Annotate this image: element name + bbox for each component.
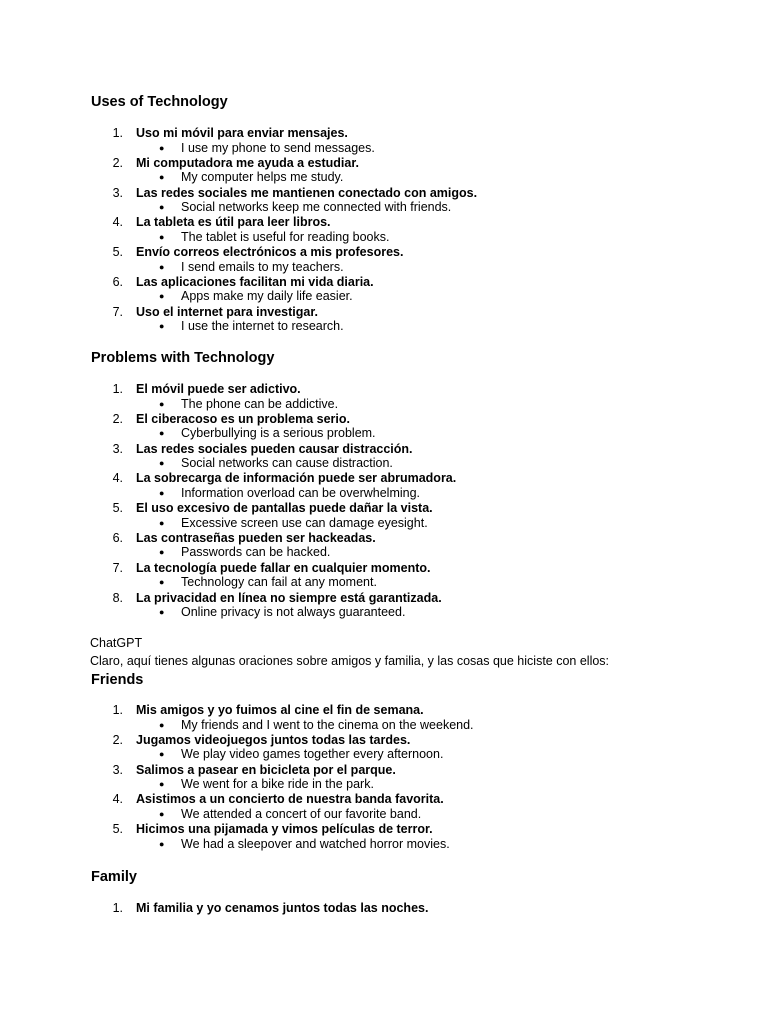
english-translation: We had a sleepover and watched horror movies. (181, 836, 450, 851)
list-number: 7. (112, 560, 123, 575)
list-number: 5. (112, 245, 123, 260)
bullet-icon: ● (159, 172, 165, 183)
bullet-icon: ● (159, 321, 165, 332)
list-item (0, 763, 768, 793)
list-item (0, 275, 768, 305)
list-number: 6. (112, 274, 123, 289)
bullet-icon: ● (159, 291, 165, 302)
english-translation: We play video games together every afternoon. (181, 747, 444, 762)
spanish-sentence: Las aplicaciones facilitan mi vida diaria. (136, 274, 374, 289)
problems-list (0, 382, 768, 620)
english-translation: My friends and I went to the cinema on the weekend. (181, 717, 474, 732)
list-item (0, 215, 768, 245)
bullet-icon: ● (159, 749, 165, 760)
bullet-icon: ● (159, 428, 165, 439)
list-item (0, 591, 768, 621)
spanish-sentence: Las redes sociales pueden causar distracción. (136, 441, 413, 456)
english-translation: Excessive screen use can damage eyesight. (181, 515, 428, 530)
spanish-sentence: Uso mi móvil para enviar mensajes. (136, 126, 348, 140)
spanish-sentence: Envío correos electrónicos a mis profesores. (136, 245, 404, 260)
bullet-icon: ● (159, 458, 165, 469)
section-title-uses: Uses of Technology (91, 94, 228, 110)
english-translation: Social networks keep me connected with friends. (181, 200, 452, 215)
spanish-sentence: Mi familia y yo cenamos juntos todas las noches. (136, 901, 429, 915)
list-number: 1. (112, 382, 123, 396)
list-item (0, 245, 768, 275)
list-number: 7. (112, 304, 123, 319)
english-translation: We attended a concert of our favorite band. (181, 806, 422, 821)
spanish-sentence: Hicimos una pijamada y vimos películas de terror. (136, 822, 433, 837)
list-item (0, 901, 768, 931)
list-number: 1. (112, 126, 123, 140)
bullet-icon: ● (159, 577, 165, 588)
english-translation: The phone can be addictive. (181, 396, 339, 411)
spanish-sentence: Uso el internet para investigar. (136, 304, 319, 319)
english-translation: We went for a bike ride in the park. (181, 777, 374, 792)
list-item (0, 561, 768, 591)
list-number: 5. (112, 501, 123, 516)
list-number: 3. (112, 185, 123, 200)
bullet-icon: ● (159, 202, 165, 213)
english-translation: I send emails to my teachers. (181, 259, 344, 274)
bullet-icon: ● (159, 808, 165, 819)
list-item (0, 186, 768, 216)
list-item (0, 442, 768, 472)
english-translation: The tablet is useful for reading books. (181, 229, 390, 244)
list-item (0, 733, 768, 763)
spanish-sentence: La tableta es útil para leer libros. (136, 215, 331, 230)
list-item (0, 471, 768, 501)
section-title-family: Family (91, 869, 137, 885)
bullet-icon: ● (159, 142, 165, 153)
spanish-sentence: El uso excesivo de pantallas puede dañar la vista. (136, 501, 433, 516)
section-title-problems: Problems with Technology (91, 350, 275, 366)
spanish-sentence: La privacidad en línea no siempre está garantizada. (136, 590, 442, 605)
english-translation: Information overload can be overwhelming. (181, 485, 421, 500)
list-item (0, 412, 768, 442)
bullet-icon: ● (159, 607, 165, 618)
list-number: 4. (112, 792, 123, 807)
english-translation: Technology can fail at any moment. (181, 575, 377, 590)
english-translation: Social networks can cause distraction. (181, 456, 393, 471)
bullet-icon: ● (159, 517, 165, 528)
spanish-sentence: Jugamos videojuegos juntos todas las tardes. (136, 732, 411, 747)
spanish-sentence: Asistimos a un concierto de nuestra banda favorita. (136, 792, 444, 807)
list-number: 4. (112, 471, 123, 486)
spanish-sentence: Salimos a pasear en bicicleta por el parque. (136, 762, 396, 777)
list-item (0, 382, 768, 412)
bullet-icon: ● (159, 719, 165, 730)
english-translation: Cyberbullying is a serious problem. (181, 426, 376, 441)
list-number: 2. (112, 411, 123, 426)
list-number: 4. (112, 215, 123, 230)
english-translation: Online privacy is not always guaranteed. (181, 605, 406, 620)
list-number: 5. (112, 822, 123, 837)
section-title-friends: Friends (91, 672, 144, 688)
spanish-sentence: La tecnología puede fallar en cualquier momento. (136, 560, 431, 575)
english-translation: My computer helps me study. (181, 170, 344, 185)
bullet-icon: ● (159, 487, 165, 498)
chatgpt-label: ChatGPT (90, 636, 143, 650)
english-translation: Apps make my daily life easier. (181, 289, 353, 304)
spanish-sentence: Las contraseñas pueden ser hackeadas. (136, 530, 376, 545)
spanish-sentence: Mis amigos y yo fuimos al cine el fin de semana. (136, 703, 424, 717)
spanish-sentence: El ciberacoso es un problema serio. (136, 411, 350, 426)
chatgpt-intro: Claro, aquí tienes algunas oraciones sobre amigos y familia, y las cosas que hiciste con ellos: (90, 654, 610, 668)
family-list (0, 901, 768, 931)
list-item (0, 126, 768, 156)
list-number: 3. (112, 762, 123, 777)
uses-list (0, 126, 768, 335)
spanish-sentence: Mi computadora me ayuda a estudiar. (136, 155, 359, 170)
list-number: 1. (112, 901, 123, 915)
list-number: 8. (112, 590, 123, 605)
list-number: 1. (112, 703, 123, 717)
list-item (0, 792, 768, 822)
english-translation: Passwords can be hacked. (181, 545, 331, 560)
english-translation: I use my phone to send messages. (181, 140, 375, 155)
list-item (0, 822, 768, 852)
list-number: 6. (112, 530, 123, 545)
friends-list (0, 703, 768, 852)
list-item (0, 703, 768, 733)
list-item (0, 305, 768, 335)
bullet-icon: ● (159, 261, 165, 272)
bullet-icon: ● (159, 838, 165, 849)
bullet-icon: ● (159, 779, 165, 790)
list-item (0, 531, 768, 561)
bullet-icon: ● (159, 398, 165, 409)
spanish-sentence: Las redes sociales me mantienen conectado con amigos. (136, 185, 478, 200)
bullet-icon: ● (159, 231, 165, 242)
list-number: 2. (112, 732, 123, 747)
list-item (0, 501, 768, 531)
spanish-sentence: El móvil puede ser adictivo. (136, 382, 301, 396)
list-number: 3. (112, 441, 123, 456)
bullet-icon: ● (159, 547, 165, 558)
spanish-sentence: La sobrecarga de información puede ser abrumadora. (136, 471, 457, 486)
english-translation: I use the internet to research. (181, 319, 344, 334)
list-item (0, 156, 768, 186)
list-number: 2. (112, 155, 123, 170)
